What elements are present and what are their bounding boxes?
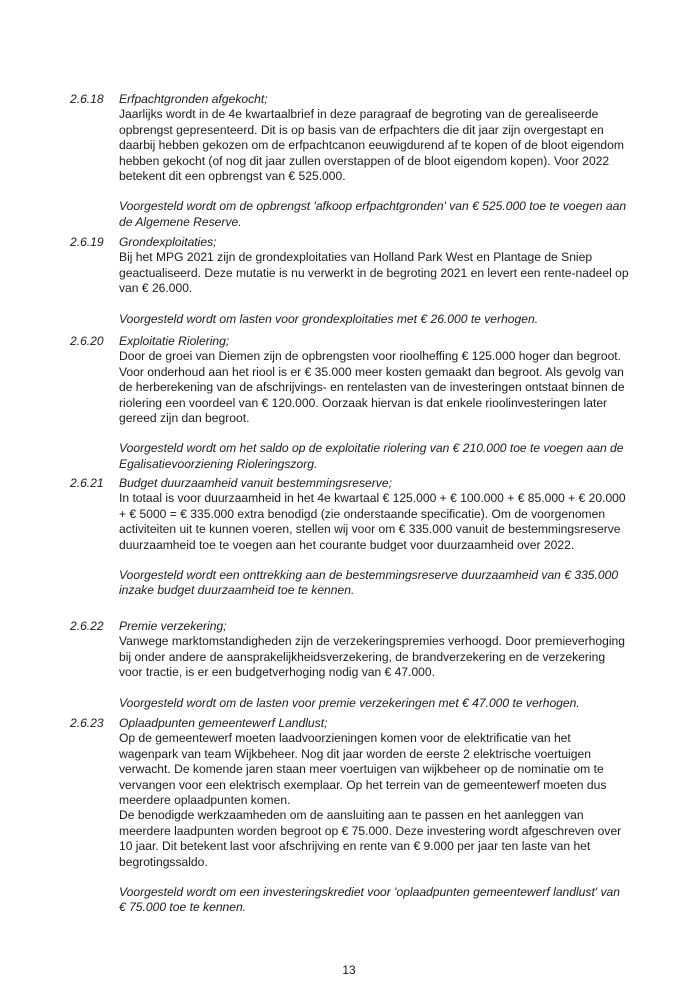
- section-number: 2.6.20: [70, 334, 104, 348]
- section-paragraph: Jaarlijks wordt in de 4e kwartaalbrief in deze paragraaf de begroting van de gerealiseerde opbrengst gepresenteerd. Dit is op basis van de erfpachters die dit jaar zijn overgestapt en daarbij hebben gekozen om de erfpachtcanon eeuwigdurend af te kopen of de bloot eigendom hebben gekocht (of nog dit jaar zullen overstappen of de bloot eigendom kopen). Voor 2022 betekent dit een opbrengst van € 525.000.: [119, 107, 624, 184]
- section-number: 2.6.19: [70, 235, 104, 249]
- section-title: Erfpachtgronden afgekocht;: [119, 92, 268, 106]
- section-body: [119, 92, 629, 230]
- section-title: Oplaadpunten gemeentewerf Landlust;: [119, 716, 328, 730]
- section-title: Exploitatie Riolering;: [119, 334, 230, 348]
- section-paragraph: De benodigde werkzaamheden om de aansluiting aan te passen en het aanleggen van meerdere laadpunten worden begroot op € 75.000. Deze investering wordt afgeschreven over 10 jaar. Dit betekent last voor afschrijving en rente van € 9.000 per jaar ten laste van het begrotingssaldo.: [119, 808, 622, 869]
- section-body: [119, 716, 629, 916]
- section-number: 2.6.18: [70, 92, 104, 106]
- section-title: Grondexploitaties;: [119, 235, 217, 249]
- section-number: 2.6.23: [70, 716, 104, 730]
- section-proposal: Voorgesteld wordt om de opbrengst 'afkoop erfpachtgronden' van € 525.000 toe te voegen aan de Algemene Reserve.: [119, 199, 627, 229]
- section-title: Budget duurzaamheid vanuit bestemmingsreserve;: [119, 476, 392, 490]
- section-proposal: Voorgesteld wordt om het saldo op de exploitatie riolering van € 210.000 toe te voegen aan de Egalisatievoorziening Rioleringszorg.: [119, 441, 624, 471]
- section-paragraph: Door de groei van Diemen zijn de opbrengsten voor rioolheffing € 125.000 hoger dan begroot. Voor onderhoud aan het riool is er € 35.000 meer kosten gemaakt dan begroot. Als gevolg van de herberekening van de afschrijvings- en rentelasten van de investeringen ontstaat binnen de riolering een voordeel van € 120.000. Oorzaak hiervan is dat enkele rioolinvesteringen later gereed zijn dan begroot.: [119, 349, 625, 426]
- section-proposal: Voorgesteld wordt om lasten voor grondexploitaties met € 26.000 te verhogen.: [119, 311, 539, 326]
- section-proposal: Voorgesteld wordt om een investeringskrediet voor 'oplaadpunten gemeentewerf landlust' van € 75.000 toe te kennen.: [119, 885, 620, 915]
- section-paragraph: Vanwege marktomstandigheden zijn de verzekeringspremies verhoogd. Door premieverhoging bij onder andere de aansprakelijkheidsverzekering, de brandverzekering en de verzekering voor tractie, is er een budgetverhoging nodig van € 47.000.: [119, 634, 625, 680]
- page-number: 13: [342, 963, 356, 977]
- section-proposal: Voorgesteld wordt een onttrekking aan de bestemmingsreserve duurzaamheid van € 335.000 inzake budget duurzaamheid toe te kennen.: [119, 568, 619, 598]
- section-paragraph: Op de gemeentewerf moeten laadvoorzieningen komen voor de elektrificatie van het wagenpark van team Wijkbeheer. Nog dit jaar worden de eerste 2 elektrische voertuigen verwacht. De komende jaren staan meer voertuigen van wijkbeheer op de nominatie om te vervangen voor een elektrisch exemplaar. Op het terrein van de gemeentewerf moeten dus meerdere oplaadpunten komen.: [119, 731, 607, 808]
- section-paragraph: Bij het MPG 2021 zijn de grondexploitaties van Holland Park West en Plantage de Sniep geactualiseerd. Deze mutatie is nu verwerkt in de begroting 2021 en levert een rente-nadeel op van € 26.000.: [119, 250, 629, 296]
- section-body: [119, 334, 629, 472]
- section-number: 2.6.21: [70, 476, 104, 490]
- section-body: [119, 619, 629, 711]
- section-title: Premie verzekering;: [119, 619, 227, 633]
- section-proposal: Voorgesteld wordt om de lasten voor premie verzekeringen met € 47.000 te verhogen.: [119, 695, 580, 710]
- section-number: 2.6.22: [70, 619, 104, 633]
- section-body: [119, 476, 629, 599]
- section-body: [119, 235, 629, 327]
- section-paragraph: In totaal is voor duurzaamheid in het 4e kwartaal € 125.000 + € 100.000 + € 85.000 + € 20.000 + € 5000 = € 335.000 extra benodigd (zie onderstaande specificatie). Om de voorgenomen activiteiten uit te kunnen voeren, stellen wij voor om € 335.000 vanuit de bestemmingsreserve duurzaamheid toe te voegen aan het courante budget voor duurzaamheid over 2022.: [119, 491, 626, 552]
